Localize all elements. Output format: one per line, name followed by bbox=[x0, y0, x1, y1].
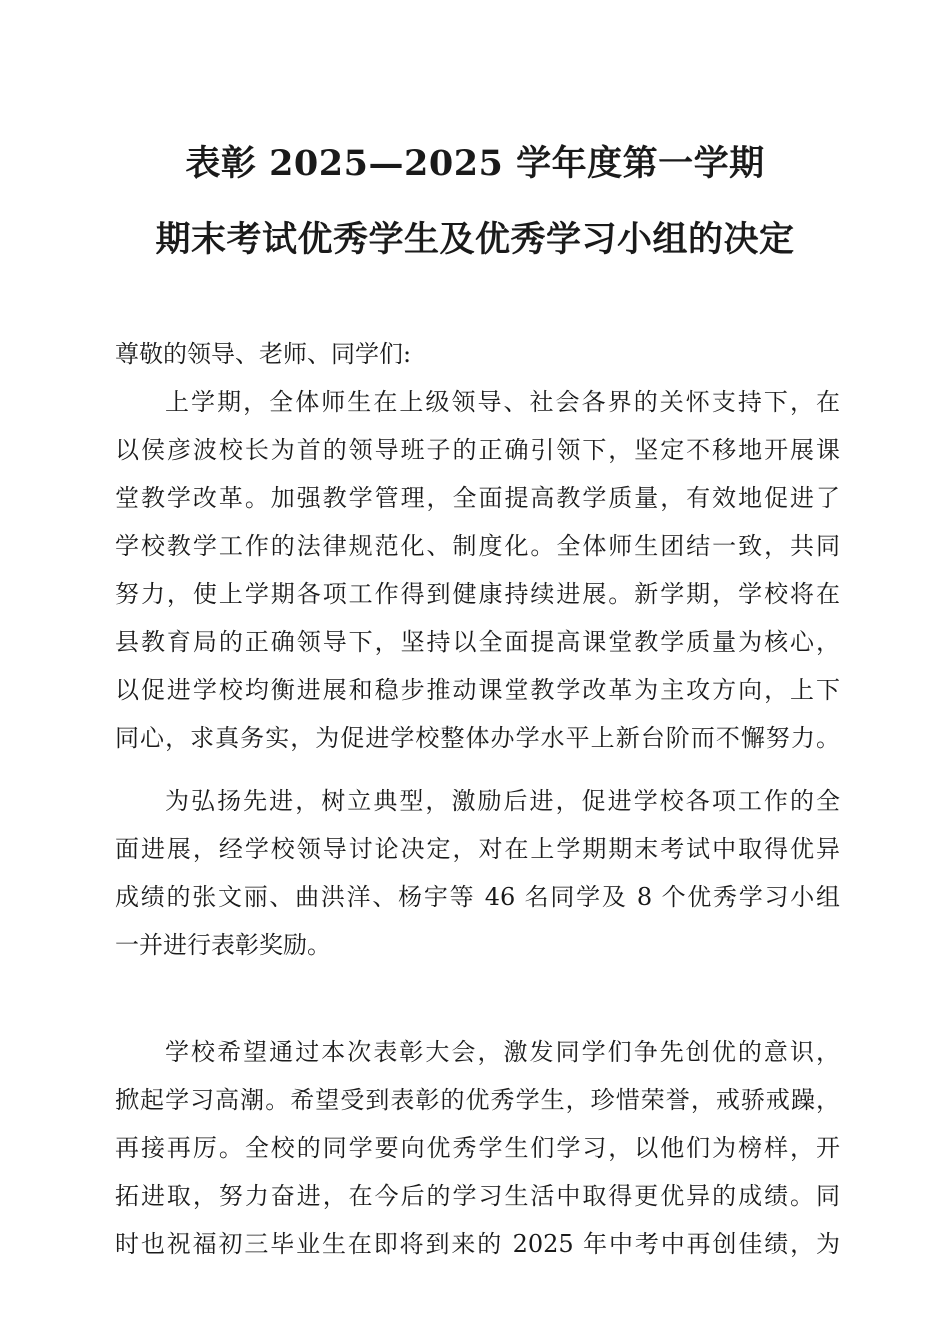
paragraph-line: 努力，使上学期各项工作得到健康持续进展。新学期，学校将在 bbox=[115, 580, 840, 608]
paragraph-line: 时也祝福初三毕业生在即将到来的 2025 年中考中再创佳绩，为 bbox=[115, 1230, 840, 1258]
paragraph-line: 以促进学校均衡进展和稳步推动课堂教学改革为主攻方向，上下 bbox=[115, 676, 840, 704]
paragraph-line: 一并进行表彰奖励。 bbox=[115, 931, 331, 959]
paragraph-line: 县教育局的正确领导下，坚持以全面提高课堂教学质量为核心， bbox=[115, 628, 840, 656]
paragraph-line: 再接再厉。全校的同学要向优秀学生们学习，以他们为榜样，开 bbox=[115, 1134, 840, 1162]
paragraph-line: 为弘扬先进，树立典型，激励后进，促进学校各项工作的全 bbox=[165, 787, 840, 815]
salutation-text: 尊敬的领导、老师、同学们: bbox=[115, 340, 412, 368]
paragraph-line: 上学期，全体师生在上级领导、社会各界的关怀支持下，在 bbox=[165, 388, 840, 416]
paragraph-1 bbox=[115, 378, 840, 762]
paragraph-line: 拓进取，努力奋进，在今后的学习生活中取得更优异的成绩。同 bbox=[115, 1182, 840, 1210]
paragraph-line: 掀起学习高潮。希望受到表彰的优秀学生，珍惜荣誉，戒骄戒躁， bbox=[115, 1086, 840, 1114]
paragraph-line: 堂教学改革。加强教学管理，全面提高教学质量，有效地促进了 bbox=[115, 484, 840, 512]
document-title-line1: 表彰 2025—2025 学年度第一学期 bbox=[185, 143, 765, 184]
paragraph-3 bbox=[115, 1028, 840, 1268]
paragraph-2 bbox=[115, 777, 840, 969]
paragraph-line: 以侯彦波校长为首的领导班子的正确引领下，坚定不移地开展课 bbox=[115, 436, 840, 464]
paragraph-line: 成绩的张文丽、曲洪洋、杨宇等 46 名同学及 8 个优秀学习小组 bbox=[115, 883, 840, 911]
document-title-line2: 期末考试优秀学生及优秀学习小组的决定 bbox=[155, 219, 795, 260]
paragraph-line: 学校教学工作的法律规范化、制度化。全体师生团结一致，共同 bbox=[115, 532, 840, 560]
paragraph-line: 同心，求真务实，为促进学校整体办学水平上新台阶而不懈努力。 bbox=[115, 724, 840, 752]
salutation bbox=[115, 330, 840, 378]
paragraph-line: 面进展，经学校领导讨论决定，对在上学期期末考试中取得优异 bbox=[115, 835, 840, 863]
paragraph-line: 学校希望通过本次表彰大会，激发同学们争先创优的意识， bbox=[165, 1038, 840, 1066]
